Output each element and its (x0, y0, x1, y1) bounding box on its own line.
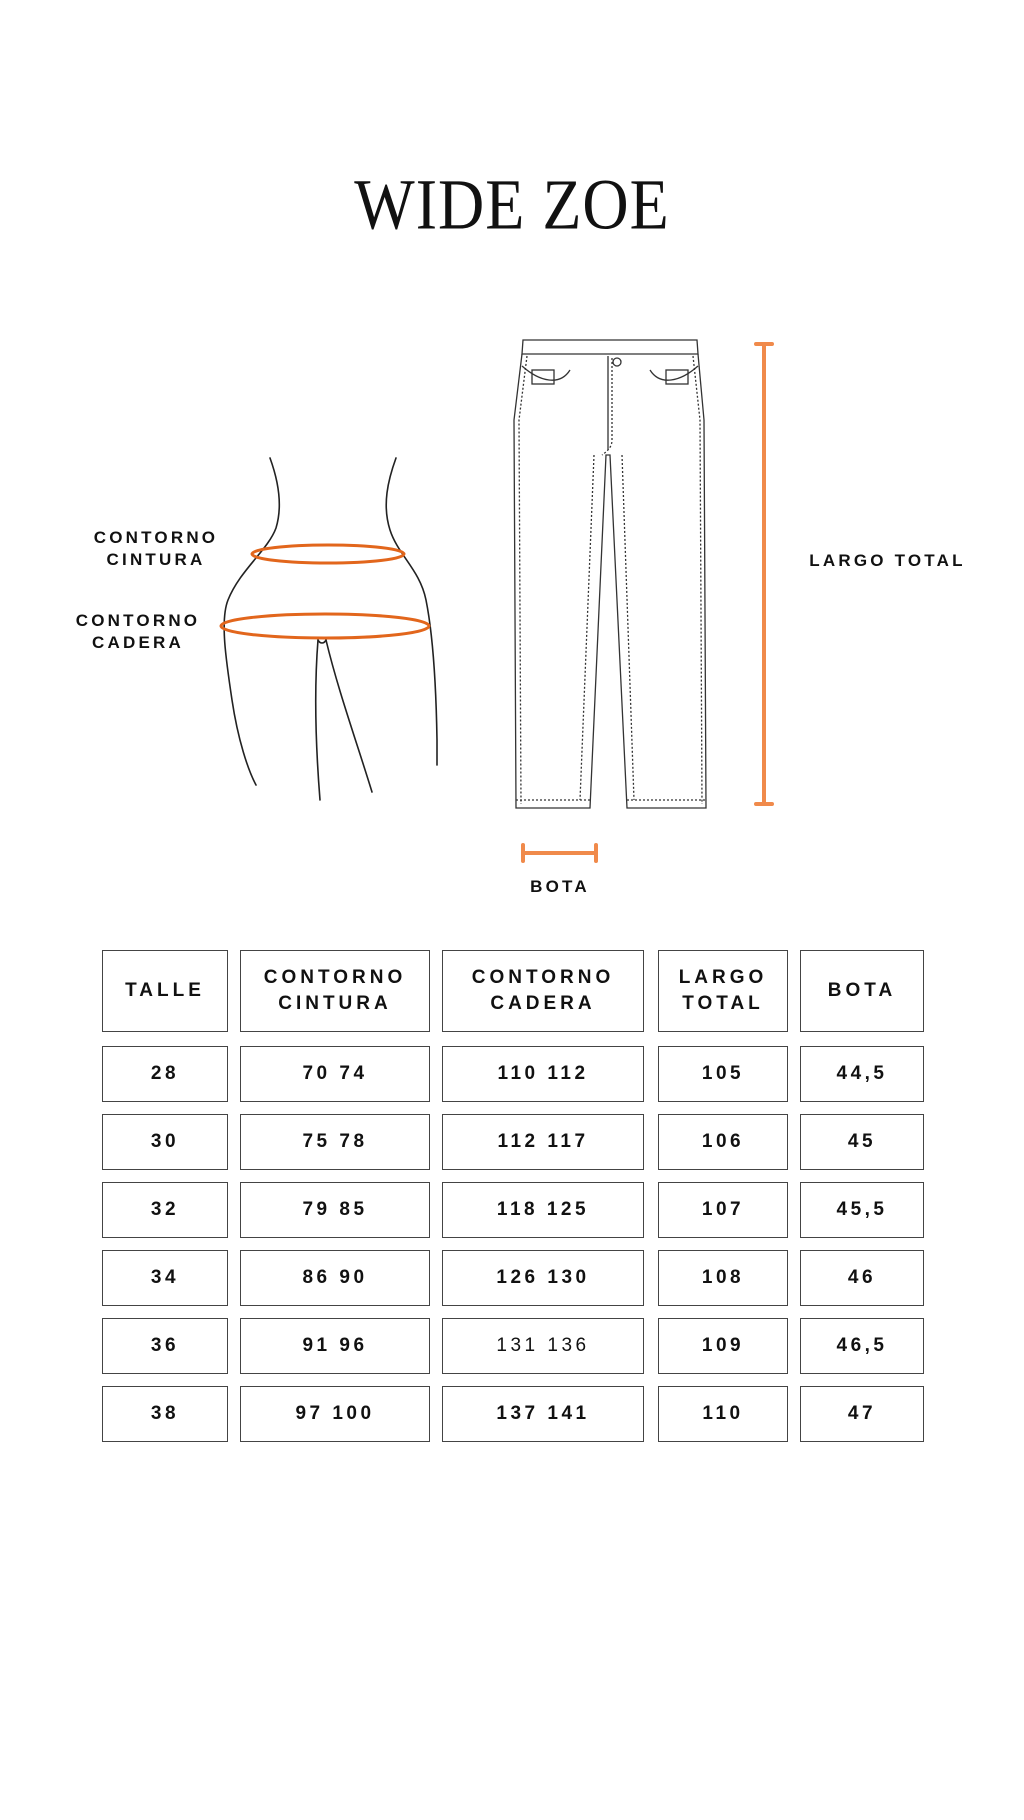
cell-largo-total: 109 (658, 1318, 788, 1374)
cell-talle: 38 (102, 1386, 228, 1442)
cell-talle: 34 (102, 1250, 228, 1306)
label-largo-total: LARGO TOTAL (809, 551, 966, 570)
header-largo-total: LARGO TOTAL (658, 950, 788, 1032)
cell-talle: 36 (102, 1318, 228, 1374)
cell-contorno-cadera: 126 130 (442, 1250, 644, 1306)
cell-contorno-cintura: 86 90 (240, 1250, 430, 1306)
header-bota: BOTA (800, 950, 924, 1032)
hip-band (221, 614, 429, 638)
header-talle: TALLE (102, 950, 228, 1032)
cell-talle: 28 (102, 1046, 228, 1102)
cell-bota: 47 (800, 1386, 924, 1442)
cell-contorno-cadera: 131 136 (442, 1318, 644, 1374)
cell-largo-total: 108 (658, 1250, 788, 1306)
cell-contorno-cadera: 110 112 (442, 1046, 644, 1102)
cell-contorno-cintura: 79 85 (240, 1182, 430, 1238)
cell-bota: 46,5 (800, 1318, 924, 1374)
jeans-sketch (514, 340, 706, 808)
cell-largo-total: 106 (658, 1114, 788, 1170)
label-contorno-cintura: CONTORNO CINTURA (93, 528, 219, 569)
cell-largo-total: 107 (658, 1182, 788, 1238)
cell-bota: 46 (800, 1250, 924, 1306)
cell-largo-total: 105 (658, 1046, 788, 1102)
page-title: WIDE ZOE (354, 164, 670, 245)
cell-talle: 32 (102, 1182, 228, 1238)
cell-contorno-cintura: 97 100 (240, 1386, 430, 1442)
bota-measure (523, 845, 596, 861)
cell-largo-total: 110 (658, 1386, 788, 1442)
cell-bota: 45,5 (800, 1182, 924, 1238)
cell-bota: 45 (800, 1114, 924, 1170)
header-contorno-cintura: CONTORNO CINTURA (240, 950, 430, 1032)
hips-figure (224, 458, 437, 800)
cell-contorno-cintura: 70 74 (240, 1046, 430, 1102)
cell-contorno-cadera: 137 141 (442, 1386, 644, 1442)
cell-contorno-cintura: 91 96 (240, 1318, 430, 1374)
cell-contorno-cintura: 75 78 (240, 1114, 430, 1170)
cell-talle: 30 (102, 1114, 228, 1170)
cell-contorno-cadera: 118 125 (442, 1182, 644, 1238)
cell-bota: 44,5 (800, 1046, 924, 1102)
cell-contorno-cadera: 112 117 (442, 1114, 644, 1170)
waist-band (252, 545, 404, 563)
label-bota: BOTA (530, 877, 590, 896)
label-contorno-cadera: CONTORNO CADERA (75, 611, 201, 652)
largo-total-measure (756, 344, 772, 804)
header-contorno-cadera: CONTORNO CADERA (442, 950, 644, 1032)
